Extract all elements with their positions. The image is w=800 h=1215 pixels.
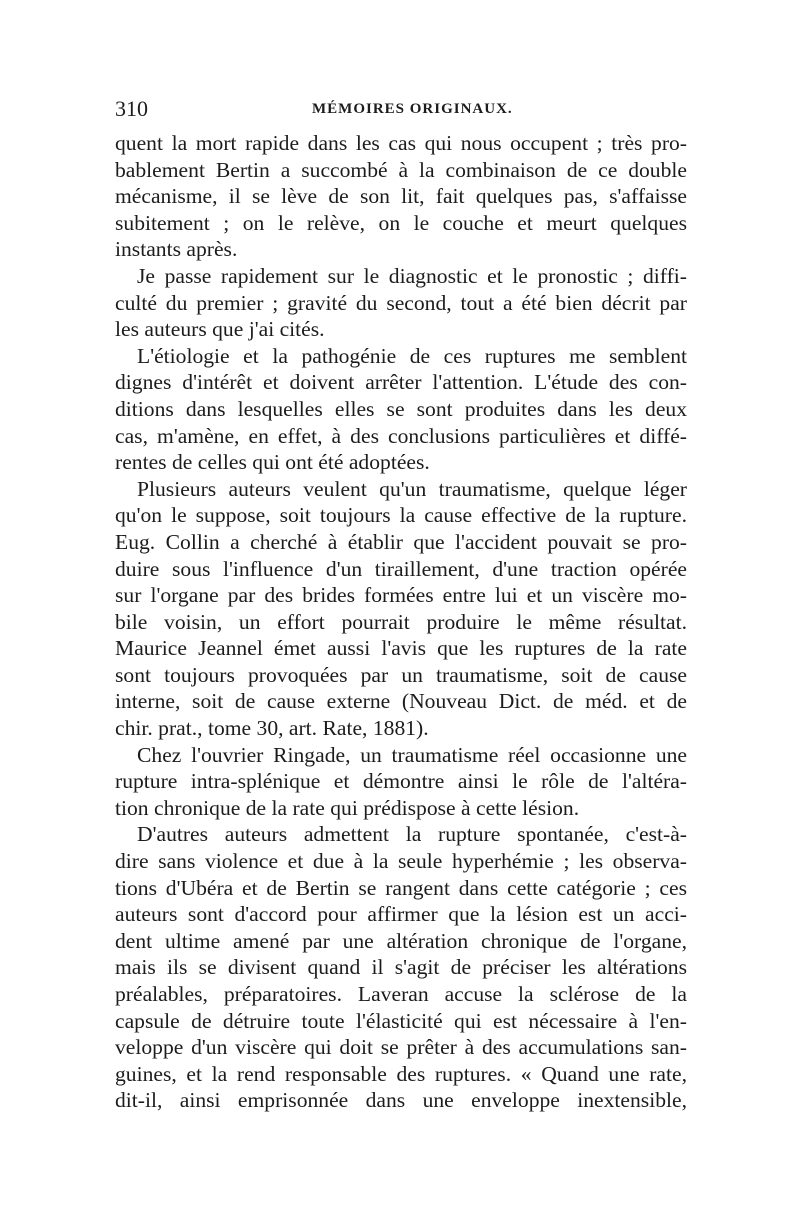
text-line: auteurs sont d'accord pour affirmer que la lésion est un acci- — [115, 902, 687, 927]
text-line: instants après. — [115, 237, 238, 262]
page-header — [115, 96, 687, 122]
text-line: subitement ; on le relève, on le couche et meurt quelques — [115, 210, 687, 235]
text-line: sur l'organe par des brides formées entre lui et un viscère mo- — [115, 583, 687, 608]
text-line: Eug. Collin a cherché à établir que l'accident pouvait se pro- — [115, 529, 687, 554]
text-line: L'étiologie et la pathogénie de ces ruptures me semblent — [137, 343, 687, 368]
text-line: culté du premier ; gravité du second, tout a été bien décrit par — [115, 290, 687, 315]
text-line: qu'on le suppose, soit toujours la cause effective de la rupture. — [115, 503, 687, 528]
body-text — [115, 130, 687, 1114]
text-line: tion chronique de la rate qui prédispose à cette lésion. — [115, 795, 580, 820]
text-line: quent la mort rapide dans les cas qui nous occupent ; très pro- — [115, 131, 687, 155]
text-line: rupture intra-splénique et démontre ainsi le rôle de l'altéra- — [115, 769, 687, 794]
text-line: dit-il, ainsi emprisonnée dans une enveloppe inextensible, — [115, 1088, 687, 1113]
text-line: sont toujours provoquées par un traumatisme, soit de cause — [115, 662, 687, 687]
text-line: dent ultime amené par une altération chronique de l'organe, — [115, 928, 687, 953]
text-line: mais ils se divisent quand il s'agit de préciser les altérations — [115, 955, 687, 980]
text-line: Maurice Jeannel émet aussi l'avis que les ruptures de la rate — [115, 636, 687, 661]
text-line: bile voisin, un effort pourrait produire le même résultat. — [115, 609, 687, 634]
text-line: Je passe rapidement sur le diagnostic et le pronostic ; diffi- — [137, 263, 687, 288]
text-line: cas, m'amène, en effet, à des conclusions particulières et diffé- — [115, 423, 687, 448]
text-line: tions d'Ubéra et de Bertin se rangent dans cette catégorie ; ces — [115, 875, 687, 900]
text-line: mécanisme, il se lève de son lit, fait quelques pas, s'affaisse — [115, 184, 687, 209]
page-number: 310 — [115, 96, 148, 121]
text-line: Plusieurs auteurs veulent qu'un traumatisme, quelque léger — [137, 476, 687, 501]
text-line: capsule de détruire toute l'élasticité qui est nécessaire à l'en- — [115, 1008, 687, 1033]
text-line: interne, soit de cause externe (Nouveau Dict. de méd. et de — [115, 689, 687, 714]
text-line: rentes de celles qui ont été adoptées. — [115, 450, 430, 475]
text-line: guines, et la rend responsable des ruptures. « Quand une rate, — [115, 1061, 687, 1086]
running-title: MÉMOIRES ORIGINAUX. — [312, 101, 513, 117]
text-line: ditions dans lesquelles elles se sont produites dans les deux — [115, 396, 687, 421]
text-line: chir. prat., tome 30, art. Rate, 1881). — [115, 716, 429, 741]
text-line: Chez l'ouvrier Ringade, un traumatisme réel occasionne une — [137, 742, 687, 767]
text-line: duire sous l'influence d'un tiraillement, d'une traction opérée — [115, 556, 687, 581]
text-line: les auteurs que j'ai cités. — [115, 317, 325, 342]
text-line: veloppe d'un viscère qui doit se prêter à des accumulations san- — [115, 1035, 687, 1060]
text-line: dire sans violence et due à la seule hyperhémie ; les observa- — [115, 849, 687, 874]
text-line: bablement Bertin a succombé à la combinaison de ce double — [115, 157, 687, 182]
text-line: préalables, préparatoires. Laveran accuse la sclérose de la — [115, 982, 687, 1006]
text-line: D'autres auteurs admettent la rupture spontanée, c'est-à- — [137, 822, 687, 847]
text-line: dignes d'intérêt et doivent arrêter l'attention. L'étude des con- — [115, 370, 687, 395]
